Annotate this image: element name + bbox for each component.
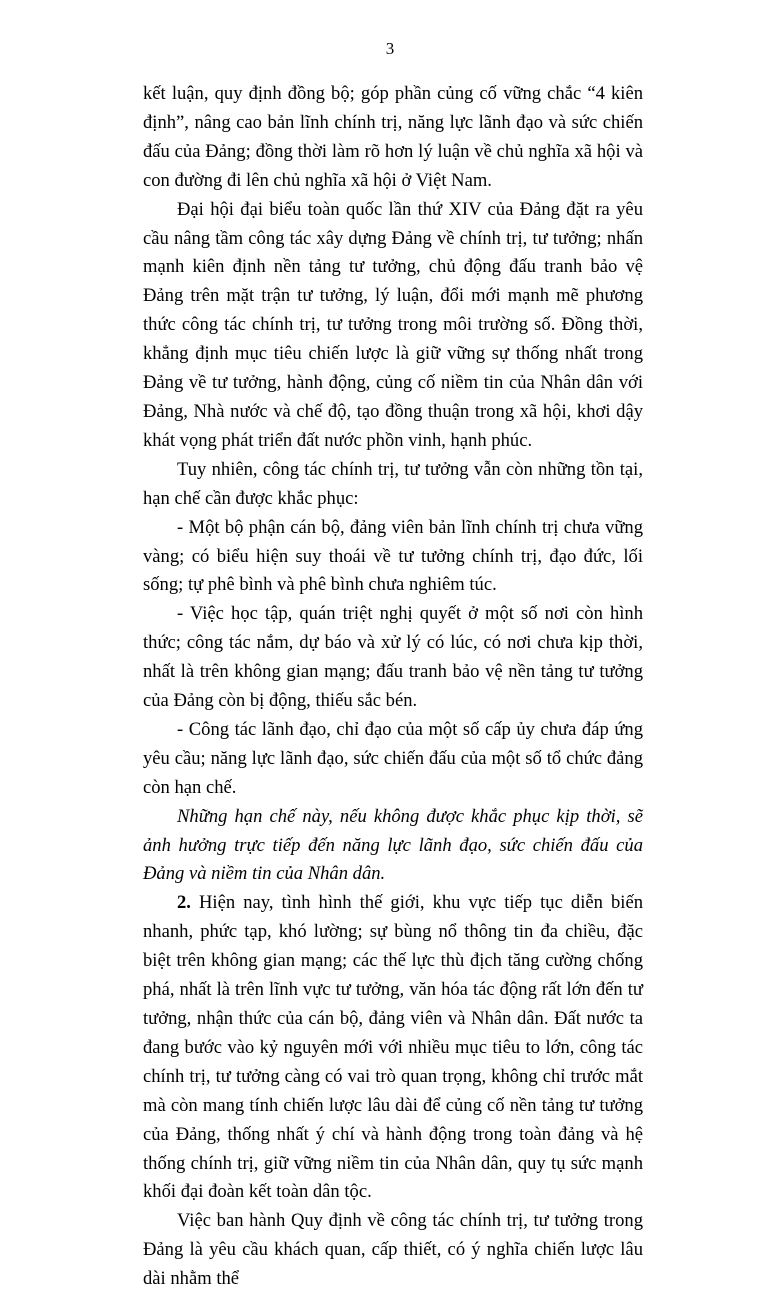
section-number: 2. [177,892,191,914]
paragraph-bullet-2: - Việc học tập, quán triệt nghị quyết ở một số nơi còn hình thức; công tác nắm, dự báo và xử lý có lúc, có nơi chưa kịp thời, nhất là trên không gian mạng; đấu tranh bảo vệ nền tảng tư tưởng của Đảng còn bị động, thiếu sắc bén. [143,603,643,712]
paragraph-1: kết luận, quy định đồng bộ; góp phần củng cố vững chắc “4 kiên định”, nâng cao bản lĩnh chính trị, năng lực lãnh đạo và sức chiến đấu của Đảng; đồng thời làm rõ hơn lý luận về chủ nghĩa xã hội và con đường đi lên chủ nghĩa xã hội ở Việt Nam. [143,83,643,191]
paragraph-bullet-3: - Công tác lãnh đạo, chỉ đạo của một số cấp ủy chưa đáp ứng yêu cầu; năng lực lãnh đạo, sức chiến đấu của một số tổ chức đảng còn hạn chế. [143,718,643,798]
paragraph-emphasis: Những hạn chế này, nếu không được khắc phục kịp thời, sẽ ảnh hưởng trực tiếp đến năng lực lãnh đạo, sức chiến đấu của Đảng và niềm tin của Nhân dân. [143,805,643,885]
paragraph-3: Tuy nhiên, công tác chính trị, tư tưởng vẫn còn những tồn tại, hạn chế cần được khắc phục: [143,458,643,509]
paragraph-2: Đại hội đại biểu toàn quốc lần thứ XIV của Đảng đặt ra yêu cầu nâng tầm công tác xây dựng Đảng về chính trị, tư tưởng; nhấn mạnh kiên định nền tảng tư tưởng, chủ động đấu tranh bảo vệ Đảng trên mặt trận tư tưởng, lý luận, đổi mới mạnh mẽ phương thức công tác chính trị, tư tưởng trong môi trường số. Đồng thời, khẳng định mục tiêu chiến lược là giữ vững sự thống nhất trong Đảng về tư tưởng, hành động, củng cố niềm tin của Nhân dân với Đảng, Nhà nước và chế độ, tạo đồng thuận trong xã hội, khơi dậy khát vọng phát triển đất nước phồn vinh, hạnh phúc. [143,198,643,451]
paragraph-last: Việc ban hành Quy định về công tác chính trị, tư tưởng trong Đảng là yêu cầu khách quan, cấp thiết, có ý nghĩa chiến lược lâu dài nhằm thể [143,1210,643,1290]
page-number: 3 [385,39,395,58]
paragraph-section-2 [143,889,643,1207]
paragraph-bullet-1: - Một bộ phận cán bộ, đảng viên bản lĩnh chính trị chưa vững vàng; có biểu hiện suy thoái về tư tưởng chính trị, đạo đức, lối sống; tự phê bình và phê bình chưa nghiêm túc. [143,516,643,596]
document-body [143,80,643,1294]
section-2-text: Hiện nay, tình hình thế giới, khu vực tiếp tục diễn biến nhanh, phức tạp, khó lường; sự bùng nổ thông tin đa chiều, đặc biệt trên không gian mạng; các thế lực thù địch tăng cường chống phá, nhất là trên lĩnh vực tư tưởng, văn hóa tác động rất lớn đến tư tưởng, nhận thức của cán bộ, đảng viên và Nhân dân. Đất nước ta đang bước vào kỷ nguyên mới với nhiều mục tiêu to lớn, công tác chính trị, tư tưởng càng có vai trò quan trọng, không chỉ trước mắt mà còn mang tính chiến lược lâu dài để củng cố nền tảng tư tưởng của Đảng, thống nhất ý chí và hành động trong toàn đảng và hệ thống chính trị, giữ vững niềm tin của Nhân dân, quy tụ sức mạnh khối đại đoàn kết toàn dân tộc. [143,892,643,1203]
